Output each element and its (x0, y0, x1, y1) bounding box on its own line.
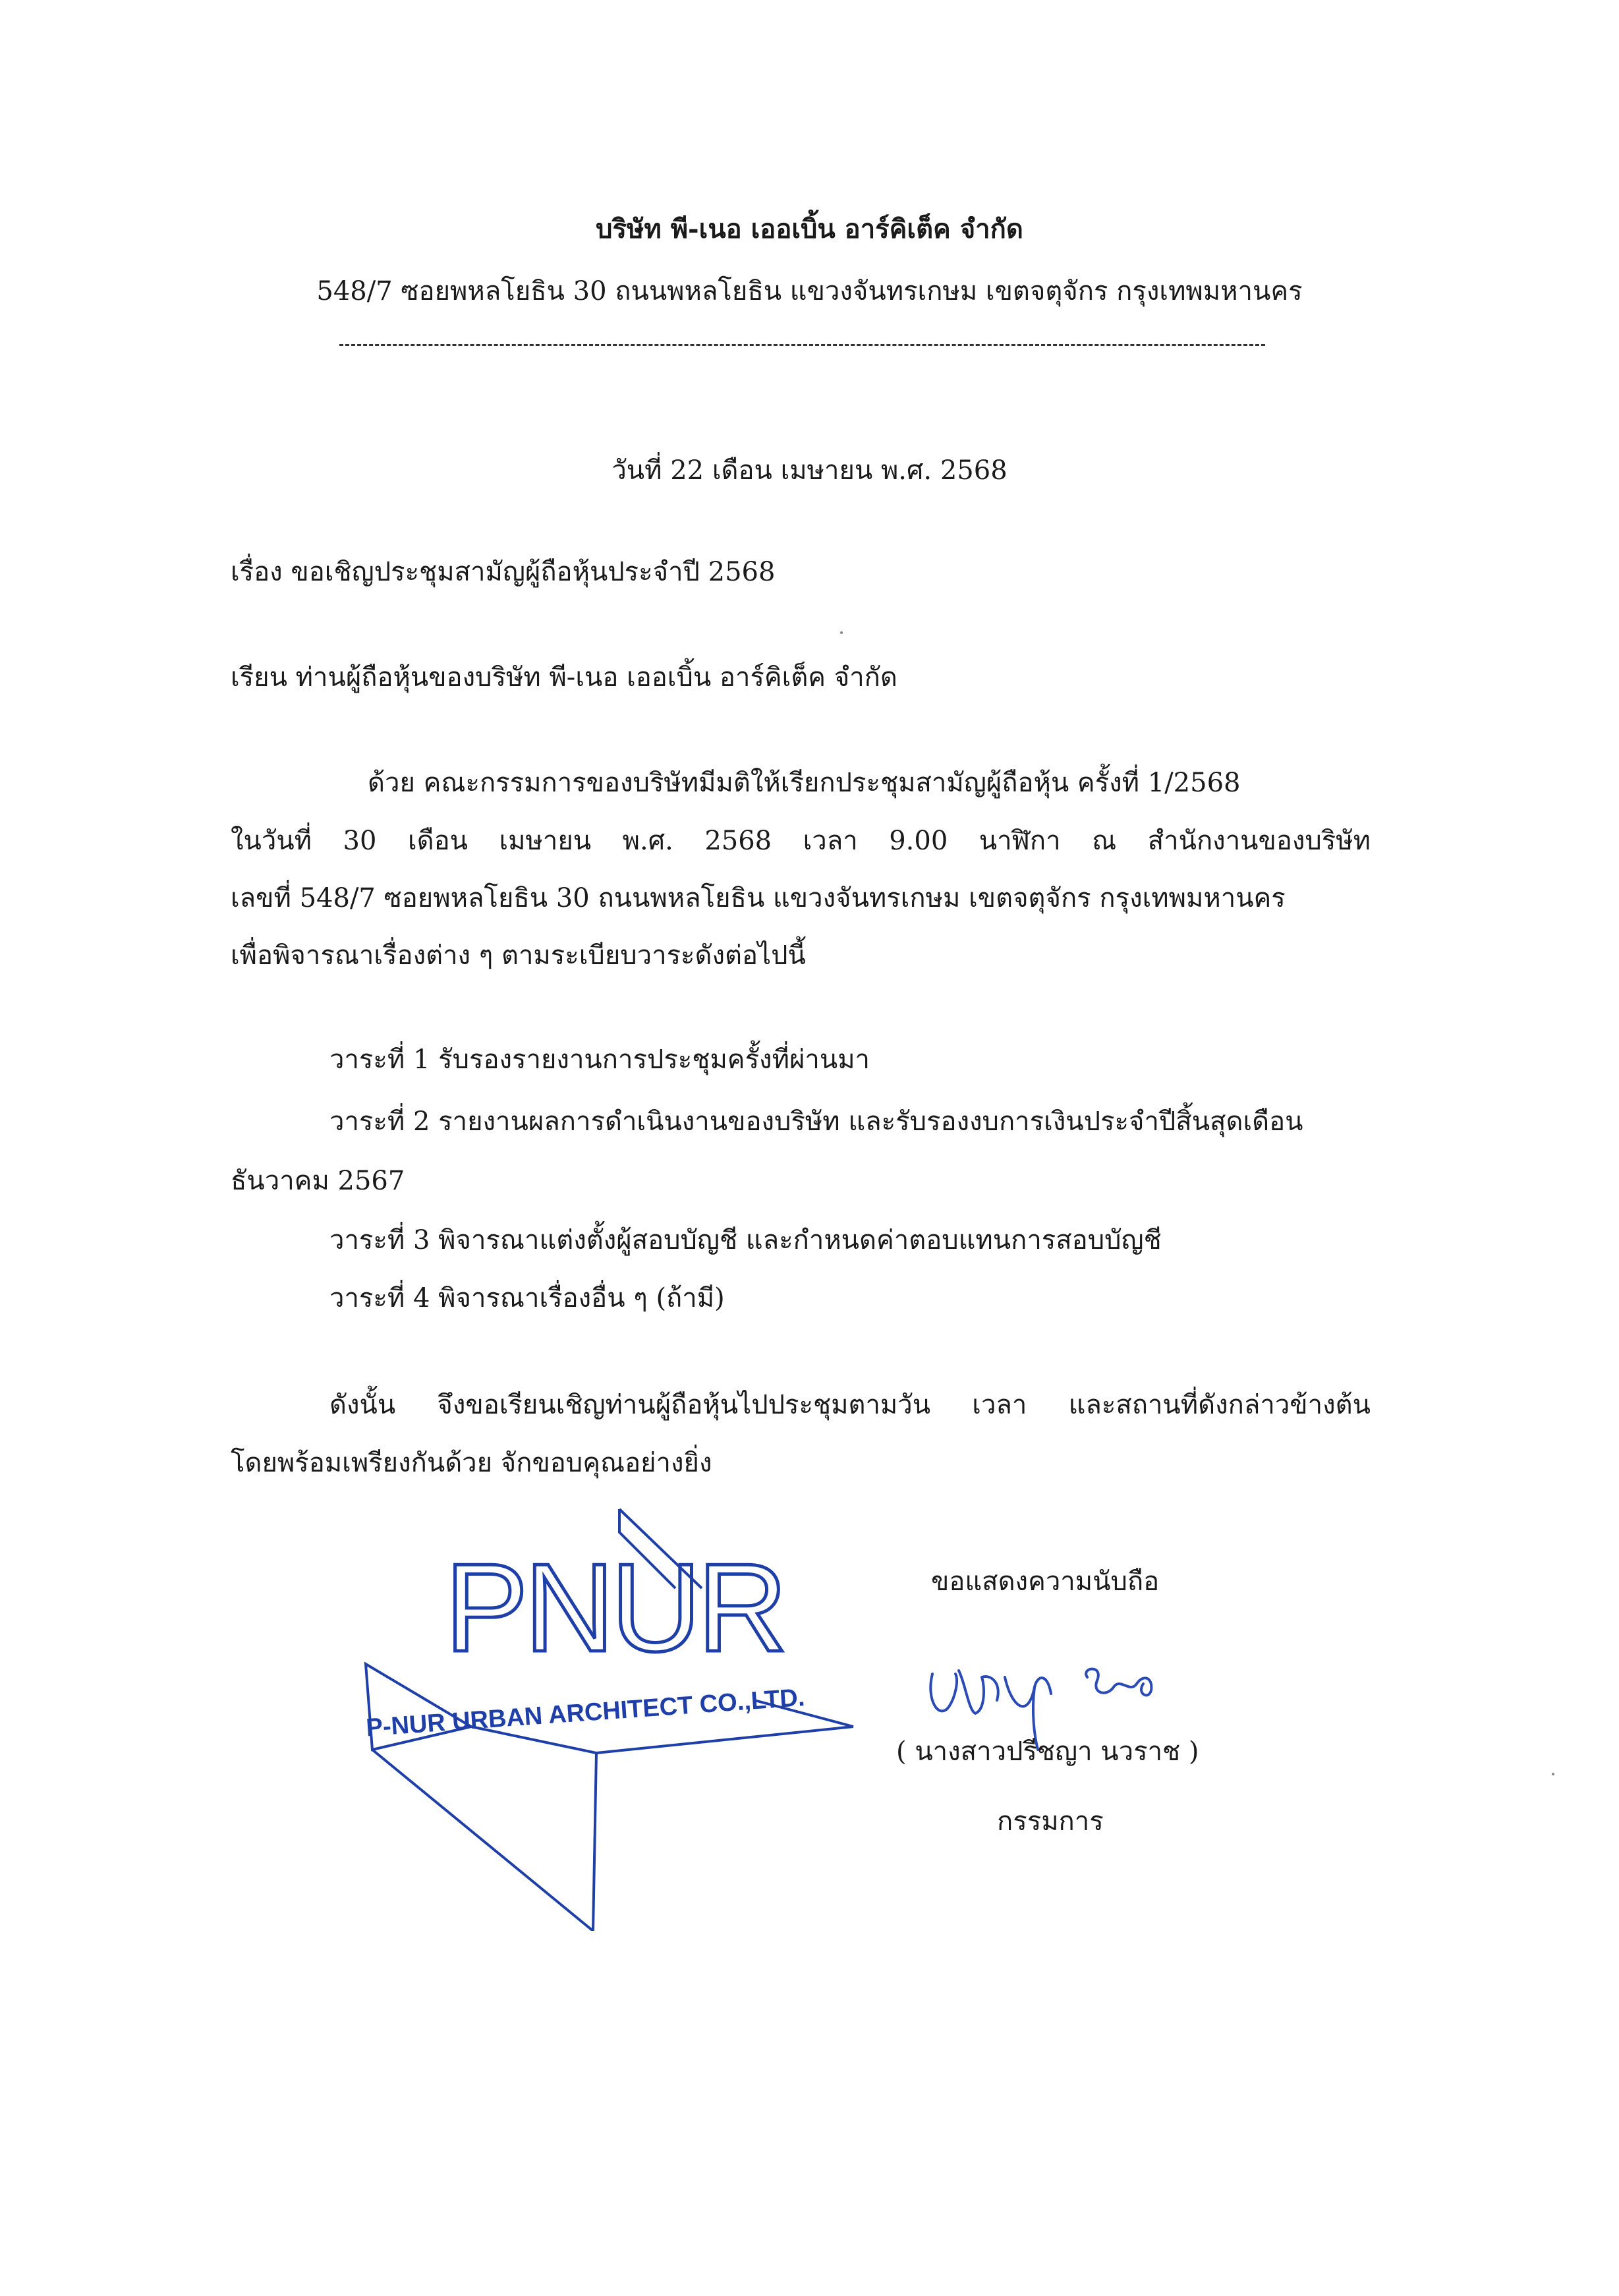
letter-date: วันที่ 22 เดือน เมษายน พ.ศ. 2568 (611, 455, 1008, 486)
scan-speck (1552, 1773, 1554, 1775)
body-line-2-word: เดือน (407, 826, 468, 856)
company-address: 548/7 ซอยพหลโยธิน 30 ถนนพหลโยธิน แขวงจันทรเกษม เขตจตุจักร กรุงเทพมหานคร (316, 276, 1303, 306)
body-line-2-word: นาฬิกา (979, 826, 1061, 856)
agenda-item-2-continued: ธันวาคม 2567 (231, 1166, 405, 1196)
body-line-2-word: 2568 (704, 826, 772, 856)
signatory-name: ( นางสาวปรีชญา นวราช ) (896, 1736, 1199, 1767)
body-line-2-word: 30 (343, 826, 377, 856)
body-line-2-word: เมษายน (499, 826, 592, 856)
body-line-2-word: เวลา (803, 826, 858, 856)
header-divider (339, 344, 1265, 346)
closing-line-1 (329, 1388, 1371, 1422)
agenda-item-1: วาระที่ 1 รับรองรายงานการประชุมครั้งที่ผ่านมา (329, 1045, 870, 1075)
body-line-2-word: สำนักงานของบริษัท (1147, 826, 1371, 856)
body-line-2-word: ณ (1092, 826, 1117, 856)
closing-line-1-word: ดังนั้น (329, 1390, 396, 1420)
stamp-logo-text: PNUR (445, 1538, 784, 1678)
scan-speck (840, 631, 843, 634)
agenda-item-4: วาระที่ 4 พิจารณาเรื่องอื่น ๆ (ถ้ามี) (329, 1283, 725, 1313)
body-line-2 (231, 824, 1371, 858)
closing-line-1-word: จึงขอเรียนเชิญท่านผู้ถือหุ้นไปประชุมตามวัน (437, 1390, 931, 1420)
signatory-position: กรรมการ (997, 1806, 1104, 1837)
closing-line-1-word: เวลา (972, 1390, 1027, 1420)
letter-salutation: เรียน ท่านผู้ถือหุ้นของบริษัท พี-เนอ เออเบิ้น อาร์คิเต็ค จำกัด (231, 662, 897, 693)
closing-line-1-word: และสถานที่ดังกล่าวข้างต้น (1068, 1390, 1371, 1420)
closing-line-2: โดยพร้อมเพรียงกันด้วย จักขอบคุณอย่างยิ่ง (231, 1448, 712, 1478)
body-line-2-word: ในวันที่ (231, 826, 312, 856)
agenda-item-2: วาระที่ 2 รายงานผลการดำเนินงานของบริษัท และรับรองงบการเงินประจำปีสิ้นสุดเดือน (329, 1106, 1303, 1137)
agenda-item-3: วาระที่ 3 พิจารณาแต่งตั้งผู้สอบบัญชี และกำหนดค่าตอบแทนการสอบบัญชี (329, 1225, 1162, 1255)
body-line-4: เพื่อพิจารณาเรื่องต่าง ๆ ตามระเบียบวาระดังต่อไปนี้ (231, 940, 806, 971)
body-line-2-word: พ.ศ. (622, 826, 673, 856)
letter-subject: เรื่อง ขอเชิญประชุมสามัญผู้ถือหุ้นประจำปี 2568 (231, 557, 776, 587)
body-line-1: ด้วย คณะกรรมการของบริษัทมีมติให้เรียกประชุมสามัญผู้ถือหุ้น ครั้งที่ 1/2568 (368, 768, 1241, 798)
company-name: บริษัท พี-เนอ เออเบิ้น อาร์คิเต็ค จำกัด (596, 214, 1023, 244)
body-line-2-word: 9.00 (889, 826, 948, 856)
signoff-regards: ขอแสดงความนับถือ (931, 1566, 1160, 1597)
company-stamp (359, 1503, 873, 1931)
body-line-3: เลขที่ 548/7 ซอยพหลโยธิน 30 ถนนพหลโยธิน แขวงจันทรเกษม เขตจตุจักร กรุงเทพมหานคร (231, 883, 1286, 913)
stamp-company-name: P-NUR URBAN ARCHITECT CO.,LTD. (365, 1683, 806, 1742)
